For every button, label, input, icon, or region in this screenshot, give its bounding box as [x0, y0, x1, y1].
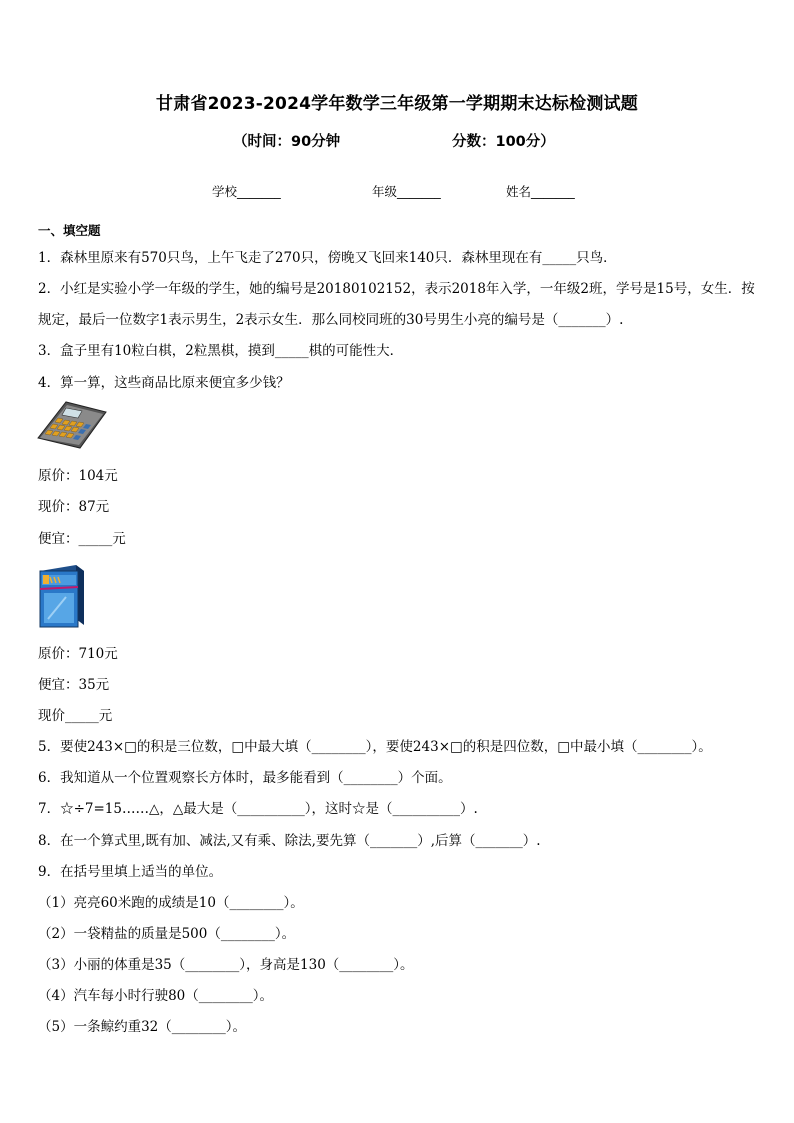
question-9-item-5: （5）一条鲸约重32（________）。 [38, 1019, 247, 1035]
question-9-item-4: （4）汽车每小时行驶80（________）。 [38, 988, 274, 1004]
question-2-line-2: 规定，最后一位数字1表示男生，2表示女生．那么同校同班的30号男生小亮的编号是（_______）. [38, 312, 624, 328]
question-4: 4．算一算，这些商品比原来便宜多少钱？ [38, 375, 290, 391]
exam-time: （时间：90分钟 [233, 134, 341, 150]
name-field[interactable]: 姓名_______ [506, 184, 575, 199]
section-heading: 一、填空题 [38, 223, 101, 238]
question-4-discount-2: 便宜：35元 [38, 677, 110, 693]
question-8: 8．在一个算式里,既有加、减法,又有乘、除法,要先算（_______）,后算（_______）. [38, 833, 541, 849]
exam-score: 分数：100分） [452, 134, 555, 150]
question-6: 6．我知道从一个位置观察长方体时，最多能看到（________）个面。 [38, 770, 452, 786]
question-2-line-1: 2．小红是实验小学一年级的学生，她的编号是20180102152，表示2018年入学，一年级2班，学号是15号，女生．按 [38, 281, 755, 297]
question-4-discount-1: 便宜：_____元 [38, 531, 126, 547]
question-4-current-price-2: 现价_____元 [38, 708, 113, 724]
question-1: 1．森林里原来有570只鸟，上午飞走了270只，傍晚又飞回来140只．森林里现在有_____只鸟． [38, 250, 617, 266]
question-4-original-price-2: 原价：710元 [38, 646, 118, 662]
question-7: 7．☆÷7=15……△，△最大是（__________），这时☆是（__________）. [38, 801, 478, 817]
book-icon [36, 561, 88, 629]
page-title: 甘肃省2023-2024学年数学三年级第一学期期末达标检测试题 [156, 94, 638, 114]
calculator-icon [36, 398, 108, 450]
school-field[interactable]: 学校_______ [212, 184, 281, 199]
question-9: 9．在括号里填上适当的单位。 [38, 864, 223, 880]
question-5: 5．要使243×□的积是三位数，□中最大填（________），要使243×□的积是四位数，□中最小填（________）。 [38, 739, 712, 755]
question-9-item-3: （3）小丽的体重是35（________），身高是130（________）。 [38, 957, 414, 973]
grade-field[interactable]: 年级_______ [372, 184, 441, 199]
question-9-item-1: （1）亮亮60米跑的成绩是10（________）。 [38, 895, 304, 911]
question-3: 3．盒子里有10粒白棋，2粒黑棋，摸到_____棋的可能性大． [38, 343, 404, 359]
question-4-original-price-1: 原价：104元 [38, 468, 118, 484]
question-9-item-2: （2）一袋精盐的质量是500（________）。 [38, 926, 296, 942]
question-4-current-price-1: 现价：87元 [38, 499, 110, 515]
